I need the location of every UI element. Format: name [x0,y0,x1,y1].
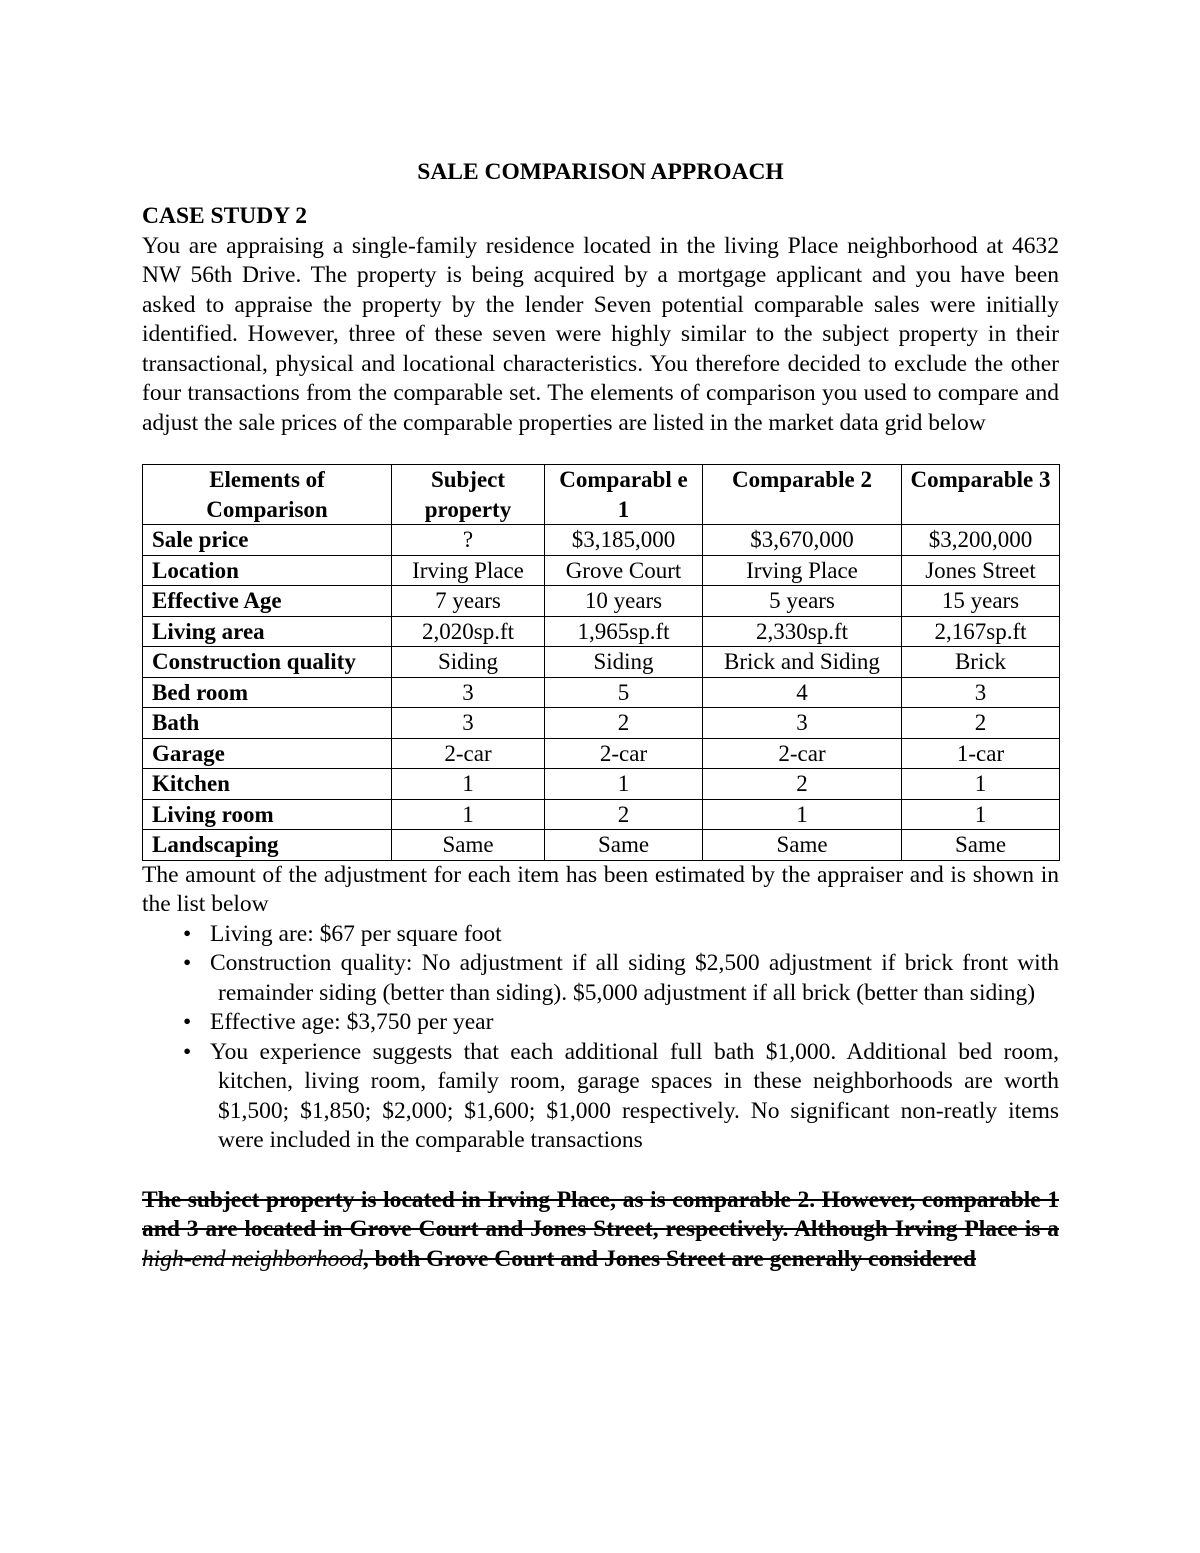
header-comparable-2: Comparable 2 [703,465,902,525]
table-cell: 2 [902,708,1060,739]
table-cell: 1 [703,799,902,830]
row-label: Bath [143,708,392,739]
row-label: Landscaping [143,830,392,861]
table-cell: 1-car [902,738,1060,769]
table-row [143,708,1060,739]
table-row [143,738,1060,769]
table-cell: 3 [392,708,545,739]
table-cell: 1 [392,769,545,800]
table-cell: 3 [703,708,902,739]
table-cell: Siding [545,647,703,678]
table-cell: Brick [902,647,1060,678]
list-item [142,1038,1059,1156]
list-item-text: Construction quality: No adjustment if all siding $2,500 adjustment if brick front with remainder siding (better than siding). $5,000 adjustment if all brick (better than siding) [210,950,1059,1006]
table-cell: Same [902,830,1060,861]
list-item-text: You experience suggests that each additional full bath $1,000. Additional bed room, kitchen, living room, family room, garage spaces in these neighborhoods are worth $1,500; $1,850; $2,000; $1,600; $1,000 respectively. No significant non-reatly items were included in the comparable transactions [210,1038,1059,1153]
row-label: Sale price [143,525,392,556]
list-item [142,949,1059,1008]
row-label: Garage [143,738,392,769]
row-label: Kitchen [143,769,392,800]
table-cell: Jones Street [902,555,1060,586]
table-row [143,586,1060,617]
page-title: SALE COMPARISON APPROACH [417,159,784,185]
table-row [143,555,1060,586]
grid-header-row [143,465,1060,525]
table-cell: 5 years [703,586,902,617]
struck-italic-text: high-end neighborhood [142,1245,363,1272]
table-cell: 2,167sp.ft [902,616,1060,647]
table-cell: 15 years [902,586,1060,617]
table-cell: 1 [545,769,703,800]
table-cell: ? [392,525,545,556]
table-cell: $3,185,000 [545,525,703,556]
table-cell: Same [392,830,545,861]
adjustment-intro: The amount of the adjustment for each item has been estimated by the appraiser and is shown in the list below [142,861,1059,917]
table-cell: Same [545,830,703,861]
table-row [143,799,1060,830]
header-comparable-1: Comparabl e 1 [545,465,703,525]
table-row [143,525,1060,556]
row-label: Construction quality [143,647,392,678]
table-cell: 4 [703,677,902,708]
struck-text: The subject property is located in Irving Place, as is comparable 2. However, comparable 1 and 3 are located in Grove Court and Jones Street, respectively. Although Irving Place is a [142,1186,1059,1242]
table-row [143,677,1060,708]
table-cell: 2 [703,769,902,800]
table-cell: Irving Place [392,555,545,586]
list-item [142,1008,1059,1038]
table-cell: 1 [902,799,1060,830]
bullet-icon: • [183,1038,192,1065]
case-study-heading: CASE STUDY 2 [142,203,307,229]
row-label: Living area [143,616,392,647]
bullet-icon: • [183,920,192,947]
list-item-text: Effective age: $3,750 per year [210,1009,494,1035]
table-cell: Siding [392,647,545,678]
table-cell: 2,020sp.ft [392,616,545,647]
table-cell: 2-car [545,738,703,769]
row-label: Living room [143,799,392,830]
row-label: Location [143,555,392,586]
table-row [143,616,1060,647]
table-cell: 2-car [703,738,902,769]
adjustment-list [142,920,1059,1156]
table-cell: 2 [545,799,703,830]
table-cell: $3,670,000 [703,525,902,556]
table-cell: 3 [392,677,545,708]
header-elements: Elements of Comparison [143,465,392,525]
table-row [143,647,1060,678]
market-data-grid [142,464,1060,861]
table-cell: Brick and Siding [703,647,902,678]
table-cell: 5 [545,677,703,708]
struck-text: , both Grove Court and Jones Street are generally considered [362,1245,976,1272]
table-row [143,830,1060,861]
table-cell: Irving Place [703,555,902,586]
table-cell: 10 years [545,586,703,617]
list-item [142,920,1059,950]
row-label: Bed room [143,677,392,708]
table-cell: Grove Court [545,555,703,586]
grid-body [143,525,1060,861]
table-cell: 7 years [392,586,545,617]
table-row [143,769,1060,800]
table-cell: 1 [392,799,545,830]
table-cell: 2,330sp.ft [703,616,902,647]
table-cell: 2 [545,708,703,739]
header-comparable-3: Comparable 3 [902,465,1060,525]
table-cell: 1 [902,769,1060,800]
bullet-icon: • [183,1009,192,1035]
table-cell: $3,200,000 [902,525,1060,556]
intro-paragraph: You are appraising a single-family residence located in the living Place neighborhood at 4632 NW 56th Drive. The property is being acquired by a mortgage applicant and you have been asked to appraise the property by the lender Seven potential comparable sales were initially identified. However, three of these seven were highly similar to the subject property in their transactional, physical and locational characteristics. You therefore decided to exclude the other four transactions from the comparable set. The elements of comparison you used to compare and adjust the sale prices of the comparable properties are listed in the market data grid below [142,232,1059,436]
document-content [142,156,1059,1274]
row-label: Effective Age [143,586,392,617]
bullet-icon: • [183,950,192,976]
table-cell: 3 [902,677,1060,708]
table-cell: 1,965sp.ft [545,616,703,647]
list-item-text: Living are: $67 per square foot [210,920,502,947]
table-cell: Same [703,830,902,861]
header-subject: Subject property [392,465,545,525]
table-cell: 2-car [392,738,545,769]
struck-paragraph [142,1186,1059,1275]
